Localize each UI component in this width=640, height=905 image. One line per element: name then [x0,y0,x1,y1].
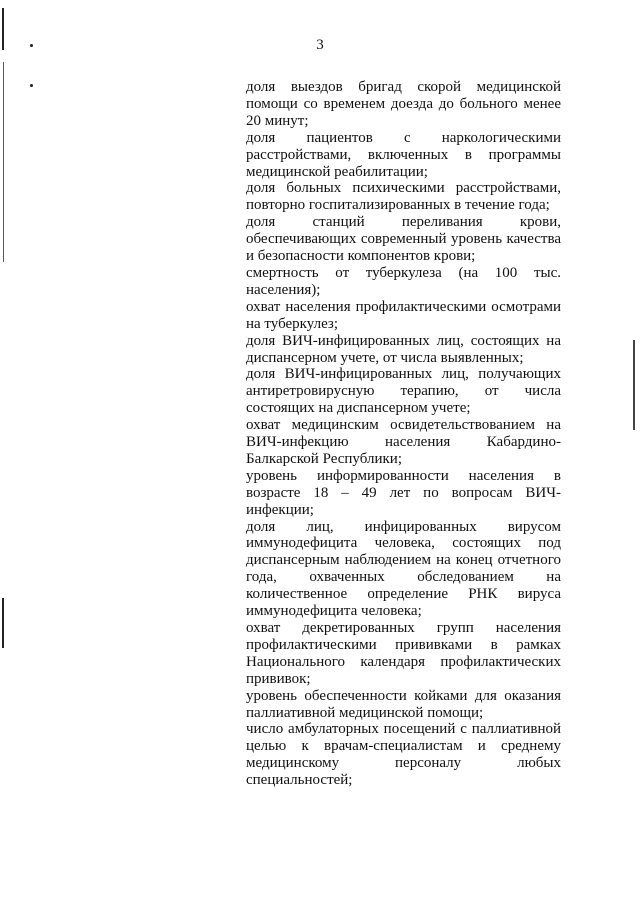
scan-edge-mark [633,340,635,430]
scan-edge-mark [2,598,4,648]
list-item: уровень обеспеченности койками для оказания паллиативной медицинской помощи; [246,687,561,721]
list-item: охват населения профилактическими осмотрами на туберкулез; [246,298,561,332]
list-item: охват медицинским освидетельствованием на ВИЧ-инфекцию населения Кабардино-Балкарской Республики; [246,417,561,467]
list-item: уровень информированности населения в возрасте 18 – 49 лет по вопросам ВИЧ-инфекции; [246,467,561,518]
list-item: охват декретированных групп населения профилактическими прививками в рамках Национального календаря профилактических прививок; [246,620,561,687]
list-item: доля лиц, инфицированных вирусом иммунодефицита человека, состоящих под диспансерным наблюдением на конец отчетного года, охваченных обследованием на количественное определение РНК вируса иммунодефицита человека; [246,518,561,620]
list-item: смертность от туберкулеза (на 100 тыс. населения); [246,264,561,298]
scan-edge-mark [3,62,4,262]
list-item: доля станций переливания крови, обеспечивающих современный уровень качества и безопасности компонентов крови; [246,214,561,265]
list-item: число амбулаторных посещений с паллиативной целью к врачам-специалистам и среднему медицинскому персоналу любых специальностей; [246,721,561,789]
indicator-list [246,79,561,789]
scan-speck [30,84,33,87]
page-number: 3 [316,37,324,53]
list-item: доля ВИЧ-инфицированных лиц, получающих антиретровирусную терапию, от числа состоящих на диспансерном учете; [246,366,561,417]
list-item: доля пациентов с наркологическими расстройствами, включенных в программы медицинской реабилитации; [246,129,561,180]
list-item: доля больных психическими расстройствами, повторно госпитализированных в течение года; [246,180,561,214]
list-item: доля выездов бригад скорой медицинской помощи со временем доезда до больного менее 20 минут; [246,79,561,129]
list-item: доля ВИЧ-инфицированных лиц, состоящих на диспансерном учете, от числа выявленных; [246,332,561,366]
